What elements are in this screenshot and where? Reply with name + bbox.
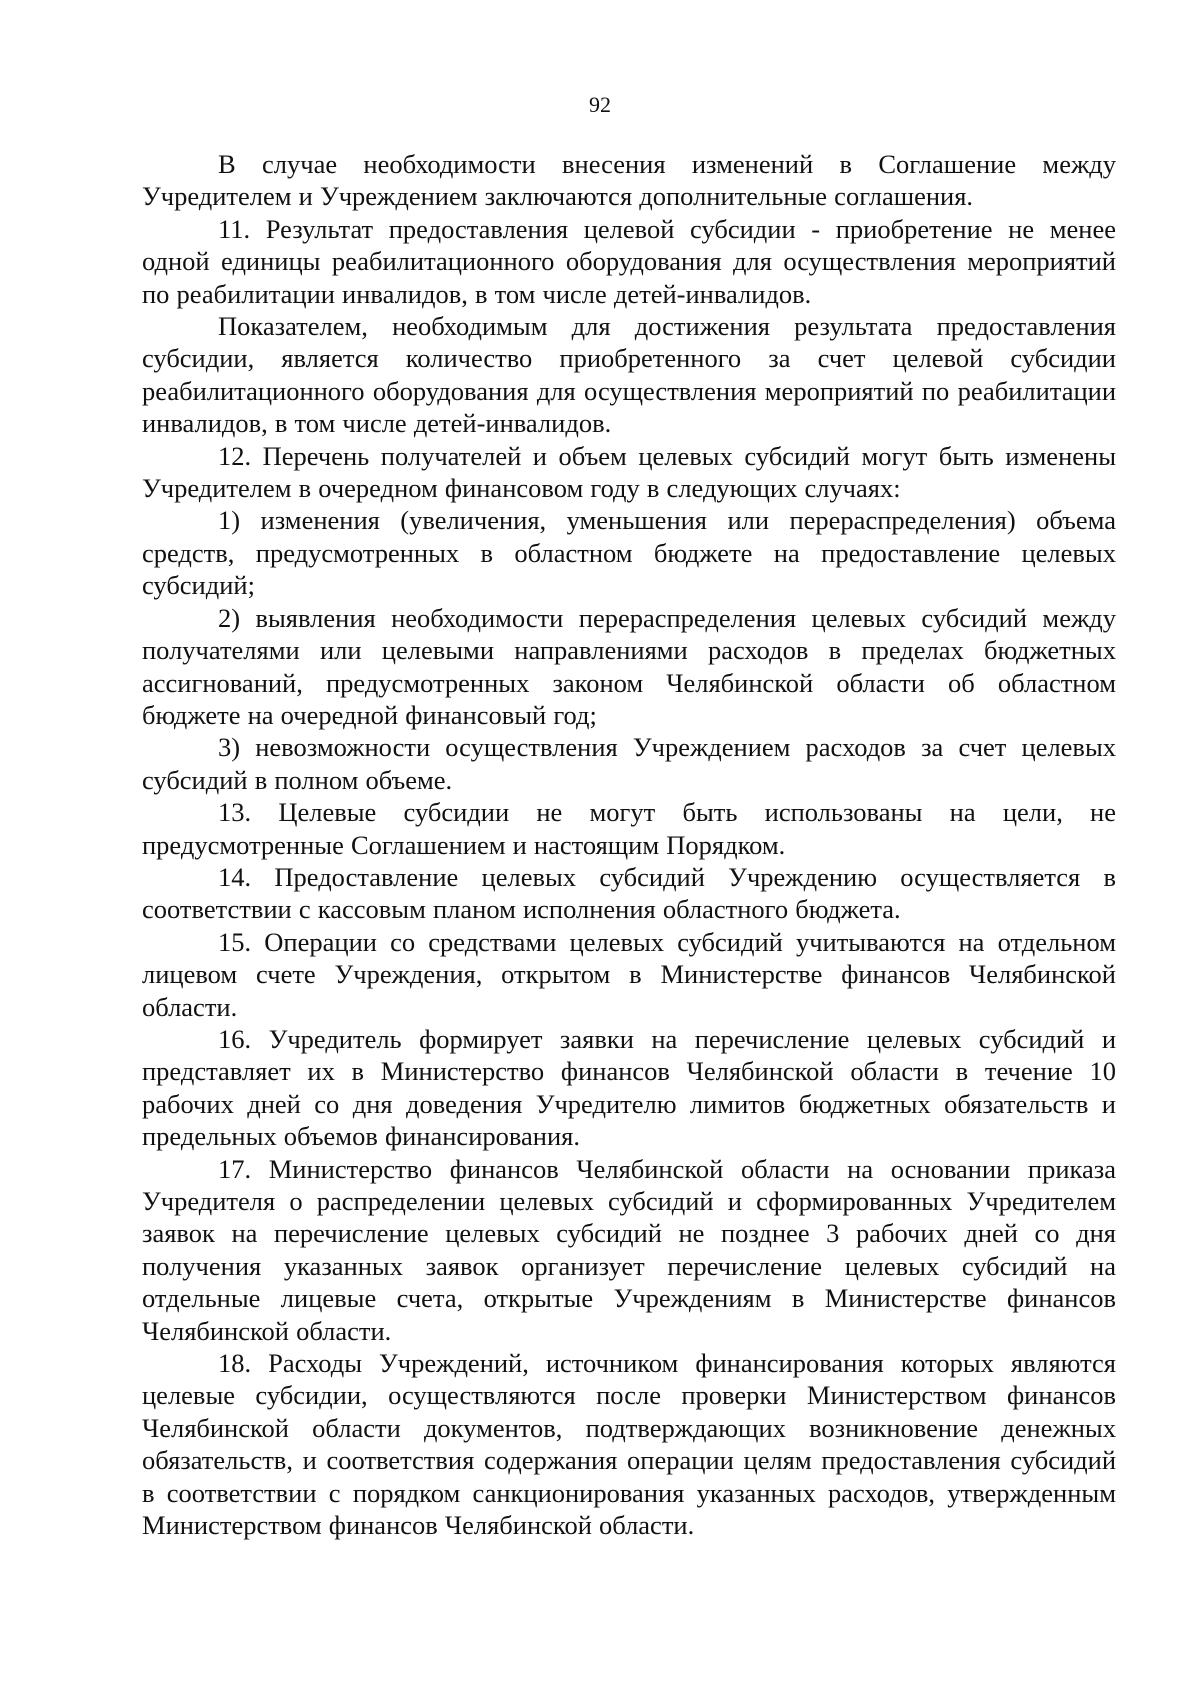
list-item-1: 1) изменения (увеличения, уменьшения или перераспределения) объема средств, предусмотренных в областном бюджете на предоставление целевых субсидий; [142,505,1116,601]
paragraph-14-cash-plan: 14. Предоставление целевых субсидий Учреждению осуществляется в соответствии с кассовым планом исполнения областного бюджета. [142,861,1116,925]
paragraph-15-accounts: 15. Операции со средствами целевых субсидий учитываются на отдельном лицевом счете Учреждения, открытом в Министерстве финансов Челябинской области. [142,926,1116,1022]
paragraph-indicator: Показателем, необходимым для достижения результата предоставления субсидии, является количество приобретенного за счет целевой субсидии реабилитационного оборудования для осуществления мероприятий по реабилитации инвалидов, в том числе детей-инвалидов. [142,311,1116,439]
list-item-3: 3) невозможности осуществления Учреждением расходов за счет целевых субсидий в полном объеме. [142,732,1116,795]
page-number: 92 [589,92,611,117]
paragraph-11-result: 11. Результат предоставления целевой субсидии - приобретение не менее одной единицы реабилитационного оборудования для осуществления мероприятий по реабилитации инвалидов, в том числе детей-инвалидов. [142,213,1116,309]
list-item-2: 2) выявления необходимости перераспределения целевых субсидий между получателями или целевыми направлениями расходов в пределах бюджетных ассигнований, предусмотренных законом Челябинской области об областном бюджете на очередной финансовый год; [142,602,1116,730]
paragraph-agreement-changes: В случае необходимости внесения изменений в Соглашение между Учредителем и Учреждением заключаются дополнительные соглашения. [142,149,1116,212]
paragraph-16-requests: 16. Учредитель формирует заявки на перечисление целевых субсидий и представляет их в Министерство финансов Челябинской области в течение 10 рабочих дней со дня доведения Учредителю лимитов бюджетных обязательств и предельных объемов финансирования. [142,1023,1116,1152]
paragraph-12-recipients: 12. Перечень получателей и объем целевых субсидий могут быть изменены Учредителем в очередном финансовом году в следующих случаях: [142,440,1116,504]
paragraph-18-expenses: 18. Расходы Учреждений, источником финансирования которых являются целевые субсидии, осуществляются после проверки Министерством финансов Челябинской области документов, подтверждающих возникновение денежных обязательств, и соответствия содержания операции целям предоставления субсидий в соответствии с порядком санкционирования указанных расходов, утвержденным Министерством финансов Челябинской области. [142,1348,1116,1541]
paragraph-17-transfer: 17. Министерство финансов Челябинской области на основании приказа Учредителя о распределении целевых субсидий и сформированных Учредителем заявок на перечисление целевых субсидий не позднее 3 рабочих дней со дня получения указанных заявок организует перечисление целевых субсидий на отдельные лицевые счета, открытые Учреждениям в Министерстве финансов Челябинской области. [142,1153,1116,1346]
paragraph-13-purpose: 13. Целевые субсидии не могут быть использованы на цели, не предусмотренные Соглашением и настоящим Порядком. [142,797,1116,860]
document-body [142,148,1116,1541]
